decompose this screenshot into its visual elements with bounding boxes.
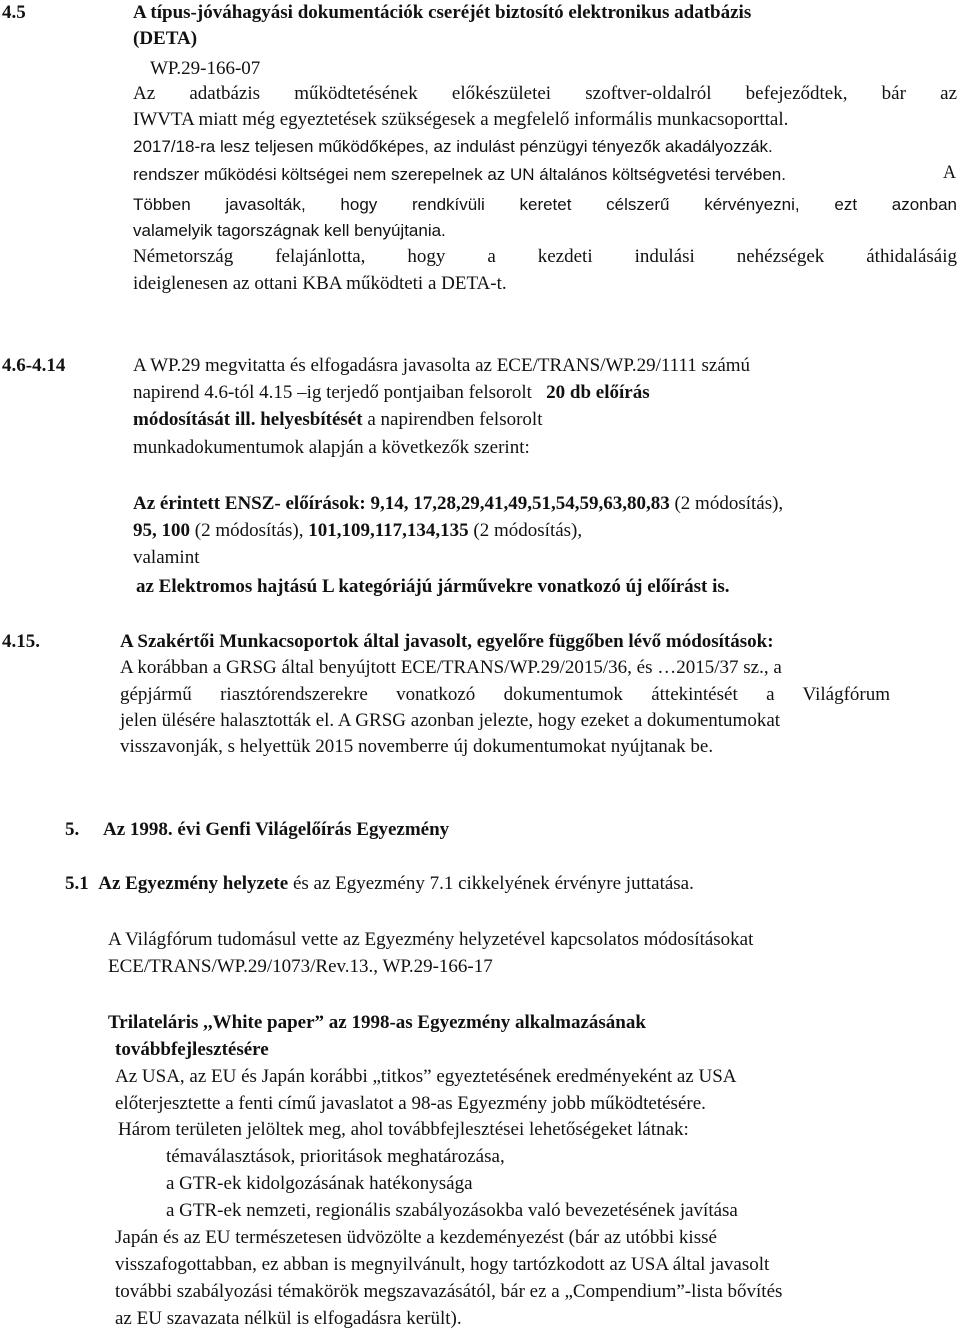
section-title: A típus-jóváhagyási dokumentációk cseréjét biztosító elektronikus adatbázis xyxy=(133,2,752,23)
text-span: (2 módosítás), xyxy=(674,493,784,514)
section-title: Trilateláris ,,White paper” az 1998-as Egyezmény alkalmazásának xyxy=(108,1012,646,1033)
text-span-bold: Az Egyezmény helyzete xyxy=(98,873,289,894)
paragraph-line: Németország felajánlotta, hogy a kezdeti indulási nehézségek áthidalásáig xyxy=(133,246,957,267)
paragraph-line: munkadokumentumok alapján a következők szerint: xyxy=(133,437,530,458)
regulations-line xyxy=(133,492,783,516)
paragraph-line: 2017/18-ra lesz teljesen működőképes, az indulást pénzügyi tényezők akadályozzák. xyxy=(133,137,773,156)
list-item: témaválasztások, prioritások meghatározása, xyxy=(166,1146,505,1167)
paragraph-line: Három területen jelöltek meg, ahol továbbfejlesztései lehetőségeket látnak: xyxy=(118,1119,689,1140)
paragraph-line: IWVTA miatt még egyeztetések szükségesek a megfelelő informális munkacsoporttal. xyxy=(133,109,789,130)
reference: WP.29-166-07 xyxy=(150,58,261,79)
paragraph-line: az EU szavazata nélkül is elfogadásra került). xyxy=(115,1308,462,1329)
paragraph-line: A xyxy=(943,162,957,183)
paragraph-line: A Világfórum tudomásul vette az Egyezmény helyzetével kapcsolatos módosításokat xyxy=(108,929,754,950)
list-item: a GTR-ek nemzeti, regionális szabályozásokba való bevezetésének javítása xyxy=(166,1200,738,1221)
text-span-bold: 20 db előírás xyxy=(546,382,650,403)
paragraph-line: Az USA, az EU és Japán korábbi „titkos” egyeztetésének eredményeként az USA xyxy=(115,1066,737,1087)
text-span-bold: 95, 100 xyxy=(133,520,190,541)
section-number: 5. xyxy=(65,819,80,840)
text-span: és az Egyezmény 7.1 cikkelyének érvényre juttatása. xyxy=(292,873,694,894)
paragraph-line: visszavonják, s helyettük 2015 novemberre új dokumentumokat nyújtanak be. xyxy=(120,736,714,757)
paragraph-line: A WP.29 megvitatta és elfogadásra javasolta az ECE/TRANS/WP.29/1111 számú xyxy=(133,355,751,376)
list-item: a GTR-ek kidolgozásának hatékonysága xyxy=(166,1173,473,1194)
text-span: (2 módosítás), xyxy=(473,520,583,541)
paragraph-line: jelen ülésére halasztották el. A GRSG azonban jelezte, hogy ezeket a dokumentumokat xyxy=(120,710,781,731)
section-title: Az 1998. évi Genfi Világelőírás Egyezmény xyxy=(103,819,450,840)
text-span-bold: 101,109,117,134,135 xyxy=(308,520,469,541)
paragraph-line: ECE/TRANS/WP.29/1073/Rev.13., WP.29-166-17 xyxy=(108,956,493,977)
paragraph-line xyxy=(133,381,650,405)
paragraph-line: rendszer működési költségei nem szerepelnek az UN általános költségvetési tervében. xyxy=(133,165,786,184)
section-number: 5.1 xyxy=(65,873,89,894)
section-title: A Szakértői Munkacsoportok által javasolt, egyelőre függőben lévő módosítások: xyxy=(120,631,774,652)
section-number: 4.15. xyxy=(2,631,40,652)
section-number: 4.6-4.14 xyxy=(2,355,66,376)
text-span: a napirendben felsorolt xyxy=(367,409,543,430)
text-span-bold: módosítását ill. helyesbítését xyxy=(133,409,363,430)
text-span: napirend 4.6-tól 4.15 –ig terjedő pontjaiban felsorolt xyxy=(133,382,532,403)
section-number: 4.5 xyxy=(2,2,26,23)
paragraph-line: Többen javasolták, hogy rendkívüli keretet célszerű kérvényezni, ezt azonban xyxy=(133,195,957,214)
paragraph-line: valamelyik tagországnak kell benyújtania. xyxy=(133,221,446,240)
text-span-bold: Az érintett ENSZ- előírások: xyxy=(133,493,366,514)
paragraph-line: előterjesztette a fenti című javaslatot a 98-as Egyezmény jobb működtetésére. xyxy=(115,1093,706,1114)
paragraph-line: gépjármű riasztórendszerekre vonatkozó dokumentumok áttekintését a Világfórum xyxy=(120,684,890,705)
regulations-line xyxy=(133,519,582,543)
text-span-bold: 9,14, 17,28,29,41,49,51,54,59,63,80,83 xyxy=(370,493,670,514)
paragraph-line: további szabályozási témakörök megszavazásától, bár ez a „Compendium”-lista bővítés xyxy=(115,1281,783,1302)
section-title-cont: továbbfejlesztésére xyxy=(115,1039,269,1060)
paragraph-line: A korábban a GRSG által benyújtott ECE/TRANS/WP.29/2015/36, és …2015/37 sz., a xyxy=(120,657,782,678)
regulations-line: valamint xyxy=(133,547,200,568)
paragraph-line xyxy=(133,408,542,432)
regulations-line: az Elektromos hajtású L kategóriájú járművekre vonatkozó új előírást is. xyxy=(136,576,730,597)
paragraph-line: Japán és az EU természetesen üdvözölte a kezdeményezést (bár az utóbbi kissé xyxy=(115,1227,717,1248)
text-span: (2 módosítás), xyxy=(194,520,304,541)
subsection-heading xyxy=(65,872,694,896)
paragraph-line: visszafogottabban, ez abban is megnyilvánult, hogy tartózkodott az USA által javasolt xyxy=(115,1254,770,1275)
paragraph-line: ideiglenesen az ottani KBA működteti a DETA-t. xyxy=(133,273,507,294)
paragraph-line: Az adatbázis működtetésének előkészületei szoftver-oldalról befejeződtek, bár az xyxy=(133,83,957,104)
section-title-cont: (DETA) xyxy=(133,28,198,49)
